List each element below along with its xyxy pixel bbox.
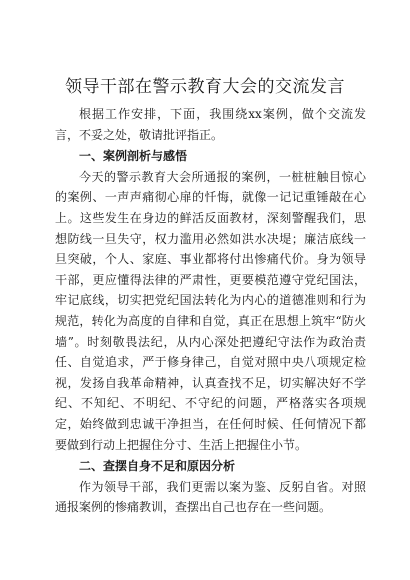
intro-paragraph: 根据工作安排，下面，我围绕xx案例，做个交流发言，不妥之处，敬请批评指正。 (55, 107, 366, 142)
section-case-analysis (55, 146, 366, 455)
section-self-examination (55, 456, 366, 518)
document-title: 领导干部在警示教育大会的交流发言 (65, 77, 345, 97)
document-body (55, 104, 366, 518)
body-paragraph: 今天的警示教育大会所通报的案例，一桩桩触目惊心的案例、一声声痛彻心扉的忏悔，就像一记记重锤敲在心上。这些发生在身边的鲜活反面教材，深刻警醒我们，思想防线一旦失守，权力滥用必然如洪水决堤；廉洁底线一旦突破，个人、家庭、事业都将付出惨痛代价。身为领导干部，更应懂得法律的严肃性，更要模范遵守党纪国法，牢记底线，切实把党纪国法转化为内心的道德准则和行为规范，转化为高度的自律和自觉，真正在思想上筑牢“防火墙”。时刻敬畏法纪，从内心深处把遵纪守法作为政治责任、自觉追求，严于修身律己，自觉对照中央八项规定检视，发扬自我革命精神，认真查找不足，切实解决好不学纪、不知纪、不明纪、不守纪的问题，严格落实各项规定，始终做到忠诚干净担当，在任何时候、任何情况下都要做到行动上把握住分寸、生活上把握住小节。 (55, 169, 366, 452)
section-heading: 一、案例剖析与感悟 (79, 149, 188, 164)
section-heading: 二、查摆自身不足和原因分析 (79, 459, 236, 474)
body-paragraph: 作为领导干部，我们更需以案为鉴、反躬自省。对照通报案例的惨痛教训，查摆出自己也存在一些问题。 (55, 479, 366, 515)
